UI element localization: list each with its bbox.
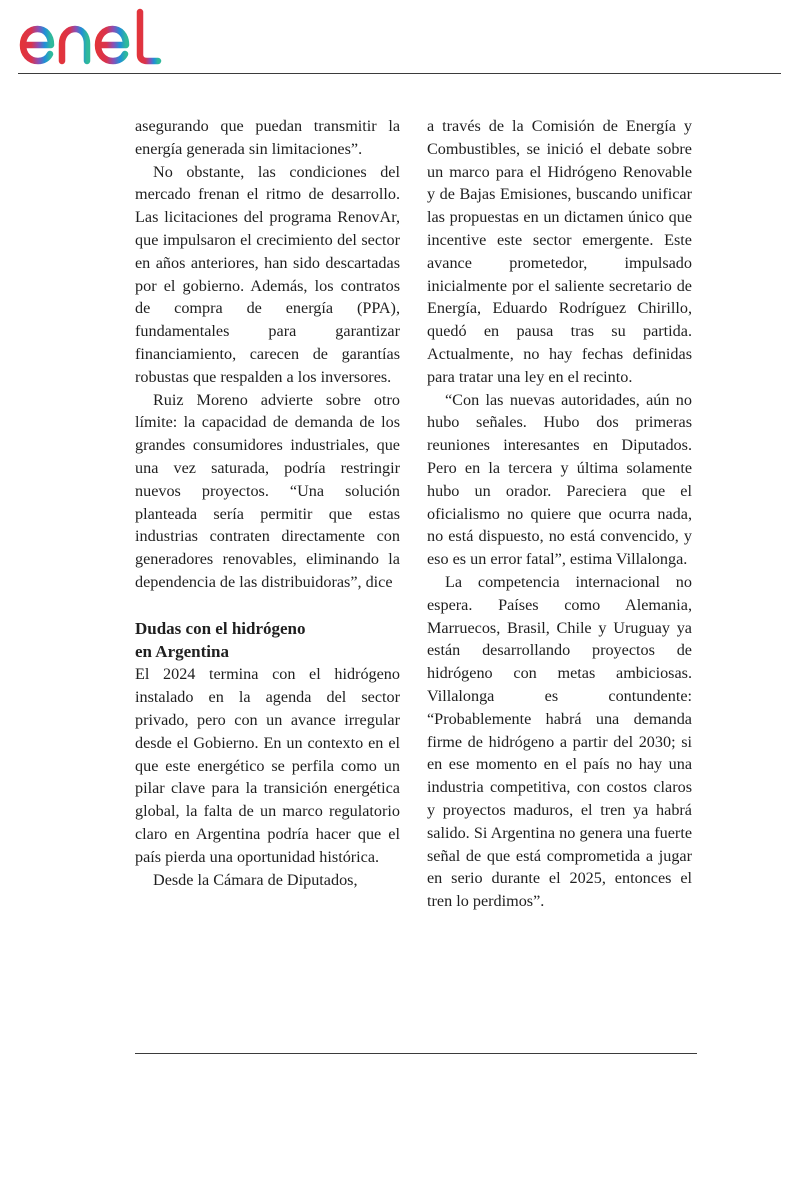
header-divider — [18, 73, 781, 74]
paragraph: No obstante, las condiciones del mercado frenan el ritmo de desarrollo. Las licitaciones del programa RenovAr, que impulsaron el crecimiento del sector en años anteriores, han sido descartadas por el gobierno. Además, los contratos de compra de energía (PPA), fundamentales para garantizar financiamiento, carecen de garantías robustas que respalden a los inversores. — [135, 162, 400, 386]
article-column-left — [135, 115, 400, 891]
subheading-line-2: en Argentina — [135, 641, 229, 661]
paragraph: “Con las nuevas autoridades, aún no hubo señales. Hubo dos primeras reuniones interesantes en Diputados. Pero en la tercera y última solamente hubo un orador. Pareciera que el oficialismo no quiere que ocurra nada, no está dispuesto, no está convencido, y eso es un error fatal”, estima Villalonga. — [427, 390, 692, 569]
paragraph: La competencia internacional no espera. Países como Alemania, Marruecos, Brasil, Chile y Uruguay ya están desarrollando proyectos de hidrógeno con metas ambiciosas. Villalonga es contundente: “Probablemente habrá una demanda firme de hidrógeno a partir del 2030; si en ese momento en el país no hay una industria competitiva, con costos claros y proyectos maduros, el tren ya habrá salido. Si Argentina no genera una fuerte señal de que está comprometida a jugar en serio durante el 2025, entonces el tren lo perdimos”. — [427, 572, 692, 911]
paragraph: El 2024 termina con el hidrógeno instalado en la agenda del sector privado, pero con un avance irregular desde el Gobierno. En un contexto en el que este energético se perfila como un pilar clave para la transición energética global, la falta de un marco regulatorio claro en Argentina podría hacer que el país pierda una oportunidad histórica. — [135, 665, 400, 866]
enel-logo — [16, 8, 176, 68]
paragraph: asegurando que puedan transmitir la energía generada sin limitaciones”. — [135, 117, 400, 158]
section-subheading — [135, 618, 400, 664]
article-column-right — [427, 115, 692, 913]
paragraph: a través de la Comisión de Energía y Combustibles, se inició el debate sobre un marco para el Hidrógeno Renovable y de Bajas Emisiones, buscando unificar las propuestas en un dictamen único que incentive este sector emergente. Este avance prometedor, impulsado inicialmente por el saliente secretario de Energía, Eduardo Rodríguez Chirillo, quedó en pausa tras su partida. Actualmente, no hay fechas definidas para tratar una ley en el recinto. — [427, 117, 692, 386]
paragraph: Ruiz Moreno advierte sobre otro límite: la capacidad de demanda de los grandes consumidores industriales, que una vez saturada, podría restringir nuevos proyectos. “Una solución planteada sería permitir que estas industrias contraten directamente con generadores renovables, eliminando la dependencia de las distribuidoras”, dice — [135, 390, 400, 591]
subheading-line-1: Dudas con el hidrógeno — [135, 618, 306, 638]
paragraph: Desde la Cámara de Diputados, — [153, 870, 358, 889]
page-header — [0, 0, 800, 78]
article-body — [135, 115, 698, 1045]
footer-divider — [135, 1053, 697, 1054]
